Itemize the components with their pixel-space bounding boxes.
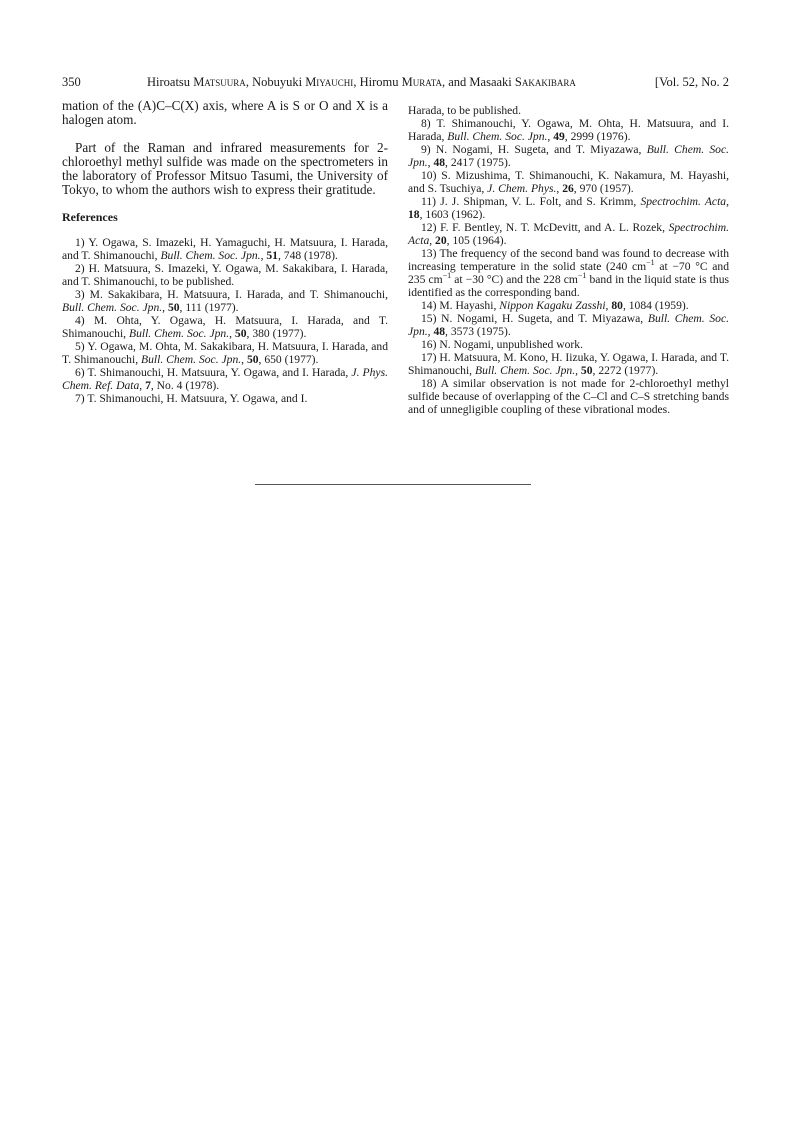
reference-item bbox=[62, 392, 388, 405]
reference-segment: , bbox=[241, 353, 247, 366]
reference-segment: 50 bbox=[167, 301, 180, 314]
reference-list-right bbox=[408, 104, 729, 416]
reference-segment: 48 bbox=[433, 156, 446, 169]
reference-segment: 12) F. F. Bentley, N. T. McDevitt, and A. L. Rozek, bbox=[421, 221, 669, 234]
reference-segment: , bbox=[726, 195, 730, 208]
reference-segment: Bull. Chem. Soc. Jpn. bbox=[62, 301, 163, 314]
reference-segment: −1 bbox=[577, 271, 587, 281]
reference-segment: , 2272 (1977). bbox=[592, 364, 659, 377]
reference-segment: 18) A similar observation is not made for 2-chloroethyl methyl sulfide because of overlapping of the C–Cl and C–S stretching bands and of unnegligible coupling of these vibrational modes. bbox=[408, 377, 729, 416]
reference-segment: 50 bbox=[246, 353, 259, 366]
journal-volume: [Vol. 52, No. 2 bbox=[654, 75, 729, 89]
reference-segment: , 111 (1977). bbox=[179, 301, 239, 314]
reference-segment: 11) J. J. Shipman, V. L. Folt, and S. Krimm, bbox=[421, 195, 641, 208]
reference-segment: 4) M. Ohta, Y. Ogawa, H. Matsuura, I. Harada, and T. Shimanouchi, bbox=[62, 314, 388, 340]
reference-segment: 8) T. Shimanouchi, Y. Ogawa, M. Ohta, H. Matsuura, and I. Harada, bbox=[408, 117, 729, 143]
page-header bbox=[62, 73, 729, 91]
reference-segment: 49 bbox=[553, 130, 565, 143]
reference-segment: , 970 (1957). bbox=[573, 182, 634, 195]
reference-segment: , 650 (1977). bbox=[258, 353, 319, 366]
reference-segment: , 2417 (1975). bbox=[445, 156, 511, 169]
references-heading: References bbox=[62, 210, 118, 224]
reference-segment: Bull. Chem. Soc. Jpn. bbox=[160, 249, 261, 262]
reference-segment: 26 bbox=[562, 182, 574, 195]
reference-segment: Bull. Chem. Soc. Jpn. bbox=[447, 130, 548, 143]
reference-item bbox=[62, 366, 388, 392]
left-column bbox=[62, 99, 388, 405]
reference-segment: 6) T. Shimanouchi, H. Matsuura, Y. Ogawa, and I. Harada, bbox=[75, 366, 352, 379]
reference-segment: , 748 (1978). bbox=[277, 249, 338, 262]
reference-segment: 15) N. Nogami, H. Sugeta, and T. Miyazawa, bbox=[421, 312, 648, 325]
author-4: Masaaki Sakakibara bbox=[469, 75, 576, 89]
reference-item bbox=[408, 117, 729, 143]
reference-item bbox=[62, 288, 388, 314]
reference-segment: , 380 (1977). bbox=[246, 327, 307, 340]
reference-item bbox=[408, 104, 729, 117]
reference-item bbox=[408, 299, 729, 312]
reference-segment: 20 bbox=[435, 234, 447, 247]
reference-segment: , bbox=[556, 182, 563, 195]
reference-segment: 9) N. Nogami, H. Sugeta, and T. Miyazawa, bbox=[421, 143, 647, 156]
reference-segment: 17) H. Matsuura, M. Kono, H. Iizuka, Y. Ogawa, I. Harada, and T. Shimanouchi, bbox=[408, 351, 729, 377]
author-1: Hiroatsu Matsuura, bbox=[147, 75, 253, 89]
reference-segment: Spectrochim. Acta bbox=[408, 221, 729, 247]
reference-segment: , bbox=[605, 299, 612, 312]
reference-segment: −1 bbox=[646, 258, 655, 268]
reference-item bbox=[62, 236, 388, 262]
reference-segment: 7 bbox=[145, 379, 151, 392]
reference-segment: Harada, to be published. bbox=[408, 104, 522, 117]
author-3: Hiromu Murata, and bbox=[359, 75, 470, 89]
reference-segment: Spectrochim. Acta bbox=[640, 195, 727, 208]
end-rule bbox=[255, 484, 531, 485]
reference-segment: 50 bbox=[580, 364, 593, 377]
reference-item bbox=[62, 340, 388, 366]
reference-item bbox=[408, 312, 729, 338]
reference-segment: , bbox=[547, 130, 554, 143]
reference-item bbox=[62, 314, 388, 340]
page-number: 350 bbox=[62, 75, 81, 89]
reference-segment: , bbox=[260, 249, 267, 262]
reference-segment: 3) M. Sakakibara, H. Matsuura, I. Harada, and T. Shimanouchi, bbox=[75, 288, 388, 301]
reference-segment: 14) M. Hayashi, bbox=[421, 299, 500, 312]
reference-segment: , bbox=[427, 156, 434, 169]
reference-item bbox=[408, 195, 729, 221]
body-paragraph-continuation: mation of the (A)C–C(X) axis, where A is S or O and X is a halogen atom. bbox=[62, 98, 388, 127]
reference-segment: Bull. Chem. Soc. Jpn. bbox=[128, 327, 230, 340]
reference-segment: Bull. Chem. Soc. Jpn. bbox=[408, 312, 729, 338]
reference-segment: , bbox=[427, 325, 434, 338]
reference-segment: 80 bbox=[611, 299, 623, 312]
reference-segment: J. Chem. Phys. bbox=[487, 182, 557, 195]
reference-segment: Bull. Chem. Soc. Jpn. bbox=[474, 364, 576, 377]
reference-segment: 51 bbox=[266, 249, 278, 262]
reference-segment: 7) T. Shimanouchi, H. Matsuura, Y. Ogawa, and I. bbox=[75, 392, 308, 405]
reference-item bbox=[408, 351, 729, 377]
reference-segment: 16) N. Nogami, unpublished work. bbox=[421, 338, 583, 351]
reference-segment: 5) Y. Ogawa, M. Ohta, M. Sakakibara, H. Matsuura, I. Harada, and T. Shimanouchi, bbox=[62, 340, 388, 366]
reference-segment: Bull. Chem. Soc. Jpn. bbox=[408, 143, 729, 169]
reference-segment: , 1603 (1962). bbox=[419, 208, 486, 221]
reference-segment: −1 bbox=[442, 271, 452, 281]
reference-item bbox=[62, 262, 388, 288]
reference-segment: at −70 °C and 235 cm bbox=[408, 260, 729, 286]
reference-segment: Nippon Kagaku Zasshi bbox=[499, 299, 606, 312]
reference-item bbox=[408, 169, 729, 195]
reference-segment: 48 bbox=[433, 325, 446, 338]
reference-segment: , No. 4 (1978). bbox=[150, 379, 220, 392]
reference-segment: 10) S. Mizushima, T. Shimanouchi, K. Nakamura, M. Hayashi, and S. Tsuchiya, bbox=[408, 169, 729, 195]
reference-segment: , bbox=[429, 234, 436, 247]
reference-segment: 18 bbox=[408, 208, 420, 221]
reference-item bbox=[408, 143, 729, 169]
reference-segment: , 2999 (1976). bbox=[564, 130, 631, 143]
reference-segment: band in the liquid state is thus identified as the corresponding band. bbox=[408, 273, 729, 299]
reference-segment: Bull. Chem. Soc. Jpn. bbox=[141, 353, 242, 366]
reference-segment: , 1084 (1959). bbox=[622, 299, 689, 312]
running-title-authors bbox=[147, 73, 576, 91]
reference-segment: , bbox=[139, 379, 146, 392]
reference-segment: , bbox=[229, 327, 235, 340]
reference-segment: J. Phys. Chem. Ref. Data bbox=[62, 366, 388, 392]
reference-segment: 1) Y. Ogawa, S. Imazeki, H. Yamaguchi, H. Matsuura, I. Harada, and T. Shimanouchi, bbox=[62, 236, 388, 262]
reference-segment: , 105 (1964). bbox=[446, 234, 507, 247]
reference-segment: , bbox=[162, 301, 168, 314]
reference-item bbox=[408, 377, 729, 416]
acknowledgement-paragraph: Part of the Raman and infrared measurements for 2-chloroethyl methyl sulfide was made on the spectrometers in the laboratory of Professor Mitsuo Tasumi, the University of Tokyo, to whom the authors wish to express their gratitude. bbox=[62, 140, 388, 197]
reference-segment: 2) H. Matsuura, S. Imazeki, Y. Ogawa, M. Sakakibara, I. Harada, and T. Shimanouchi, to be published. bbox=[62, 262, 388, 288]
reference-segment: , bbox=[575, 364, 581, 377]
reference-item bbox=[408, 221, 729, 247]
right-column bbox=[408, 104, 729, 416]
reference-item bbox=[408, 247, 729, 299]
reference-segment: 13) The frequency of the second band was found to decrease with increasing temperature in the solid state (240 cm bbox=[408, 247, 729, 273]
reference-segment: at −30 °C) and the 228 cm bbox=[451, 273, 578, 286]
reference-segment: , 3573 (1975). bbox=[445, 325, 511, 338]
reference-item bbox=[408, 338, 729, 351]
reference-list-left bbox=[62, 236, 388, 405]
reference-segment: 50 bbox=[234, 327, 247, 340]
author-2: Nobuyuki Miyauchi, bbox=[252, 75, 360, 89]
